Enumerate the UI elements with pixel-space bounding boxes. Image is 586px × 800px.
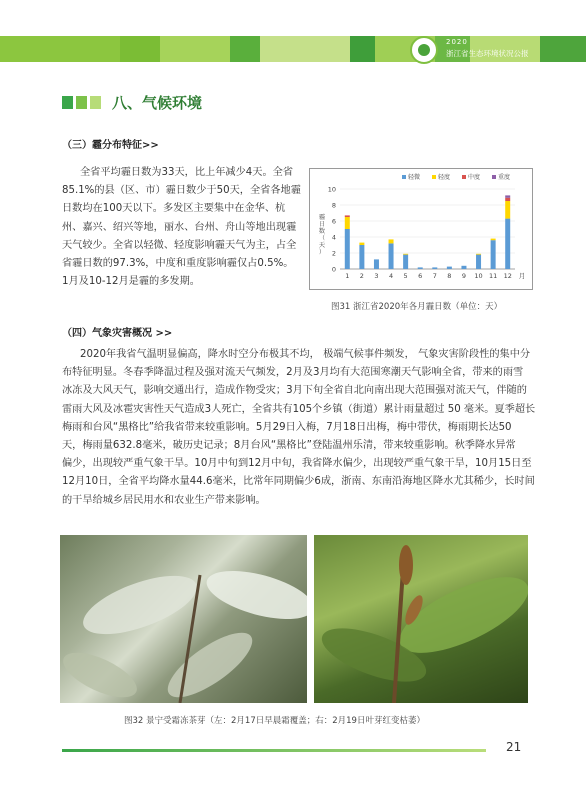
chart-bar: [403, 255, 408, 269]
chart-ytick-label: 4: [331, 233, 336, 242]
disaster-text-line: 梅雨和台风“黑格比”给我省带来较重影响。5月29日入梅，7月18日出梅，梅中带伏，梅雨期长达50: [62, 421, 512, 433]
chart-xtick-label: 3: [374, 272, 379, 280]
header-band-segment: [120, 36, 160, 62]
header-title: 浙江省生态环境状况公报: [446, 49, 529, 58]
chart-bar: [389, 243, 394, 269]
chart-ylabel: （: [318, 235, 326, 242]
chart-ylabel: 天: [318, 242, 326, 249]
chart-bar: [447, 267, 452, 269]
chart-ytick-label: 6: [331, 217, 336, 226]
chart-xtick-label: 2: [359, 272, 364, 280]
chart-legend-swatch: [492, 175, 496, 179]
chart-ylabel: 霾: [318, 214, 326, 221]
disaster-text-line: 布特征明显。冬春季降温过程及强对流天气频发，2月及3月均有大范围寒潮天气影响全省，带来的雨雪: [62, 367, 524, 379]
section-title: [62, 92, 202, 113]
withered-bud-photo: [314, 535, 528, 703]
chart-bar: [345, 215, 350, 217]
chart-bar: [461, 266, 466, 269]
chart-bar: [345, 217, 350, 229]
chart-xtick-label: 5: [403, 272, 408, 280]
disaster-text-line: 雷雨大风及冰雹灾害性天气造成3人死亡，全省共有105个乡镇（街道）累计雨量超过 50 毫米。夏季超长: [62, 403, 536, 415]
chart-legend-swatch: [462, 175, 466, 179]
chart-legend-swatch: [432, 175, 436, 179]
header-band-segment: [230, 36, 260, 62]
chart-xlabel: 月: [518, 272, 526, 280]
fog-text-line: 天气较少。全省以轻微、轻度影响霾天气为主，占全: [62, 239, 297, 251]
chart-ylabel: 日: [318, 221, 326, 228]
chart-xtick-label: 1: [345, 272, 350, 280]
fog-text-line: 85.1%的县（区、市）霾日数少于50天，全省各地霾: [62, 185, 301, 197]
photo-caption: 图32 景宁受霜冻茶芽（左：2月17日早晨霜覆盖；右：2月19日叶芽红变枯萎）: [124, 716, 425, 726]
chart-ytick-label: 10: [327, 185, 336, 194]
chart-ytick-label: 0: [331, 265, 336, 274]
frosted-tea-photo: [60, 535, 307, 703]
chart-ylabel: ）: [318, 249, 326, 256]
fog-heading: （三）霾分布特征>>: [62, 140, 159, 151]
title-block-icon: [76, 96, 87, 109]
chart-xtick-label: 4: [388, 272, 394, 280]
disaster-text-line: 2020年我省气温明显偏高，降水时空分布极其不均， 极端气候事件频发， 气象灾害阶段性的集中分: [80, 349, 531, 360]
chart-bar: [505, 219, 510, 269]
chart-legend-label: 重度: [498, 174, 511, 181]
fog-chart: [310, 169, 532, 289]
chart-legend-label: 中度: [468, 174, 481, 181]
chart-xtick-label: 11: [488, 272, 498, 280]
fog-text-line: 省霾日数的97.3%，中度和重度影响霾仅占0.5%。: [62, 258, 294, 269]
chart-bar: [476, 254, 481, 255]
header-year: 2020: [446, 38, 468, 46]
chart-ytick-label: 8: [331, 201, 336, 210]
chart-xtick-label: 6: [418, 272, 423, 280]
page-number: 21: [506, 740, 522, 754]
title-block-icon: [62, 96, 73, 109]
footer-band: [62, 749, 486, 752]
fog-chart-frame: [309, 168, 533, 290]
chart-bar: [505, 195, 510, 197]
header-band-segment: [260, 36, 350, 62]
chart-legend-label: 轻度: [438, 174, 451, 181]
chart-bar: [418, 267, 423, 269]
disaster-text-line: 天，梅雨量632.8毫米，破历史记录；8月台风“黑格比”登陆温州乐清，带来较重影响。秋季降水异常: [62, 440, 516, 451]
header-band-segment: [540, 36, 586, 62]
disaster-text-line: 冰冻及大风天气，影响交通出行，造成作物受灾；3月下旬全省自北向南出现大范围强对流天气，伴随的: [62, 385, 527, 397]
header-band-segment: [350, 36, 375, 62]
chart-bar: [374, 259, 379, 269]
header-band-segment: [160, 36, 230, 62]
fog-text-line: 全省平均霾日数为33天，比上年减少4天。全省: [80, 167, 294, 178]
disaster-text-line: 的干旱给城乡居民用水和农业生产带来影响。: [62, 494, 266, 506]
chart-bar: [345, 229, 350, 269]
disaster-text-line: 12月10日，全省平均降水量44.6毫米，比常年同期偏少6成，浙南、东南沿海地区降水尤其稀少，长时间: [62, 476, 535, 488]
chart-legend-swatch: [402, 175, 406, 179]
frost-leaves-icon: [60, 535, 307, 703]
chart-bar: [505, 198, 510, 201]
title-block-icon: [90, 96, 101, 109]
chart-bar: [476, 255, 481, 269]
disaster-heading: （四）气象灾害概况 >>: [62, 328, 173, 339]
fog-text-line: 州、嘉兴、绍兴等地，丽水、台州、舟山等地出现霾: [62, 221, 297, 233]
fog-text-line: 日数均在100天以下。多发区主要集中在金华、杭: [62, 203, 286, 215]
chart-ytick-label: 2: [331, 249, 336, 258]
disaster-text-line: 偏少，出现较严重气象干旱。10月中旬到12月中旬，我省降水偏少，出现较严重气象干旱，10月15日至: [62, 458, 532, 470]
emblem-icon: [410, 36, 438, 64]
chart-xtick-label: 9: [461, 272, 467, 280]
header-band-segment: [0, 36, 120, 62]
chart-ylabel: 数: [318, 228, 326, 235]
chart-xtick-label: 7: [432, 272, 437, 280]
chart-bar: [491, 239, 496, 241]
chart-bar: [505, 201, 510, 219]
chart-bar: [359, 243, 364, 245]
fog-chart-caption: 图31 浙江省2020年各月霾日数（单位：天）: [331, 302, 503, 312]
chart-bar: [432, 267, 437, 269]
chart-bar: [491, 240, 496, 269]
section-heading: 八、气候环境: [112, 94, 203, 112]
chart-bar: [403, 254, 408, 255]
chart-xtick-label: 8: [447, 272, 452, 280]
chart-bar: [359, 245, 364, 269]
fog-text-line: 1月及10-12月是霾的多发期。: [62, 276, 200, 288]
chart-legend-label: 轻微: [408, 174, 421, 181]
chart-xtick-label: 10: [474, 272, 483, 280]
tea-bud-icon: [314, 535, 528, 703]
chart-bar: [389, 239, 394, 243]
chart-xtick-label: 12: [503, 272, 512, 280]
